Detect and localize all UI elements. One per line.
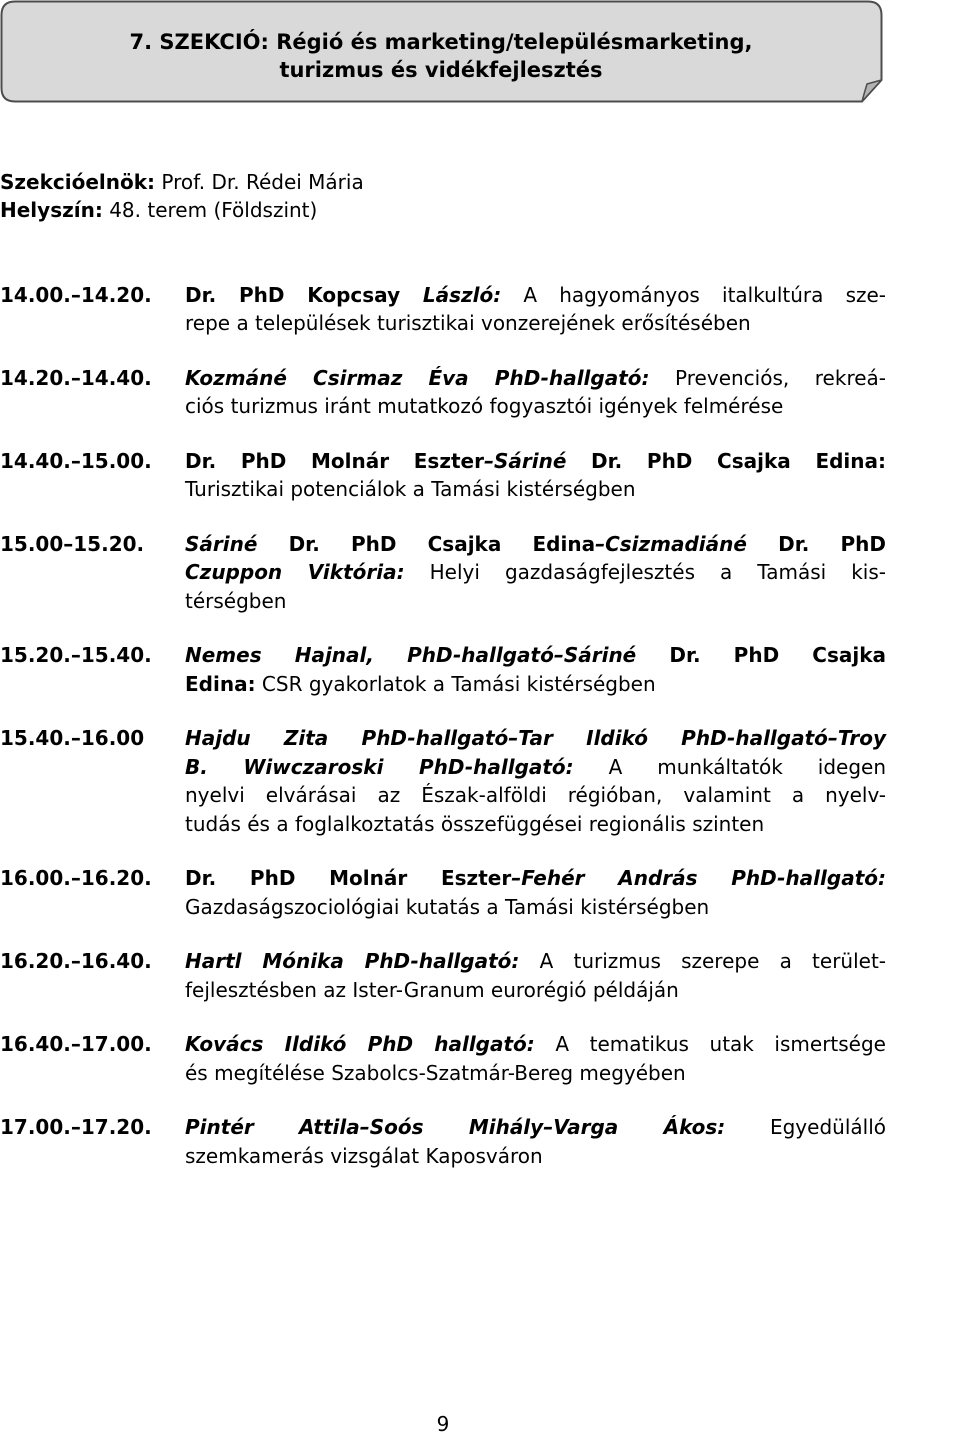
venue-label: Helyszín: (0, 198, 103, 223)
entry-line (185, 893, 886, 921)
speaker-name: Dr. PhD Csajka Edina: (566, 449, 887, 473)
entry-line (185, 364, 886, 392)
program-list (0, 281, 886, 1196)
speaker-name: –Fehér András PhD-hallgató: (511, 866, 887, 891)
entry-line (185, 558, 886, 586)
entry-text (185, 1113, 886, 1170)
program-entry (0, 447, 886, 504)
entry-line (185, 1059, 886, 1087)
speaker-name: Kozmáné Csirmaz Éva PhD-hallgató: (185, 366, 650, 390)
talk-title: Prevenciós, rekreá- (649, 366, 886, 390)
program-entry (0, 530, 886, 615)
entry-text (185, 1030, 886, 1087)
talk-title: szemkamerás vizsgálat Kaposváron (185, 1143, 543, 1168)
venue-value: 48. terem (Földszint) (102, 198, 318, 223)
entry-line (185, 447, 886, 475)
entry-line (185, 810, 886, 838)
speaker-name: Nemes Hajnal, PhD-hallgató–Sáriné (185, 643, 637, 668)
entry-line (185, 530, 886, 558)
program-entry (0, 364, 886, 421)
entry-time: 14.00.–14.20. (0, 283, 152, 307)
entry-line (185, 1142, 886, 1170)
talk-title: és megítélése Szabolcs-Szatmár-Bereg megyében (185, 1060, 686, 1085)
speaker-name: Hartl Mónika PhD-hallgató: (185, 949, 520, 974)
entry-line (185, 392, 886, 420)
section-title-line-2: turizmus és vidékfejlesztés (279, 58, 603, 82)
chair-value: Prof. Dr. Rédei Mária (155, 170, 364, 194)
entry-time: 15.00–15.20. (0, 532, 145, 556)
entry-line (185, 309, 886, 337)
speaker-name: Dr. PhD Csajka Edina (257, 532, 596, 556)
talk-title: térségben (185, 588, 287, 613)
entry-text (185, 947, 886, 1004)
entry-time: 14.40.–15.00. (0, 449, 152, 473)
entry-line (185, 475, 886, 503)
talk-title: A hagyományos italkultúra sze- (501, 283, 887, 307)
speaker-name: Kovács Ildikó PhD hallgató: (185, 1032, 535, 1057)
entry-text (185, 530, 886, 615)
talk-title: repe a települések turisztikai vonzerejének erősítésében (185, 311, 751, 336)
page-number: 9 (436, 1412, 450, 1436)
entry-text (185, 864, 886, 921)
talk-title: tudás és a foglalkoztatás összefüggései regionális szinten (185, 811, 765, 836)
entry-line (185, 1113, 886, 1141)
entry-time: 16.20.–16.40. (0, 949, 152, 974)
talk-title: Gazdaságszociológiai kutatás a Tamási kistérségben (185, 894, 710, 919)
talk-title: Egyedülálló (725, 1115, 886, 1140)
talk-title: A munkáltatók idegen (573, 754, 887, 779)
speaker-name: Dr. PhD (746, 532, 886, 556)
speaker-name: Dr. PhD Molnár Eszter (185, 449, 484, 473)
entry-text (185, 281, 886, 338)
speaker-name: Czuppon Viktória: (185, 560, 405, 585)
talk-title: A tematikus utak ismertsége (534, 1032, 886, 1057)
entry-line (185, 1030, 886, 1058)
entry-line (185, 864, 886, 892)
talk-title: nyelvi elvárásai az Észak-alföldi régióban, valamint a nyelv- (185, 783, 886, 808)
entry-time: 15.40.–16.00 (0, 726, 145, 751)
entry-line (185, 753, 886, 781)
entry-line (185, 670, 886, 698)
entry-line (185, 947, 886, 975)
speaker-name: B. Wiwczaroski PhD-hallgató: (185, 754, 574, 779)
talk-title: fejlesztésben az Ister-Granum eurorégió példáján (185, 977, 679, 1002)
entry-text (185, 364, 886, 421)
entry-text (185, 641, 886, 698)
entry-time: 16.00.–16.20. (0, 866, 152, 891)
entry-line (185, 587, 886, 615)
speaker-name: Edina: (185, 671, 256, 696)
speaker-name: Dr. PhD Molnár Eszter (185, 866, 512, 891)
entry-text (185, 724, 886, 838)
speaker-name: László: (422, 283, 502, 307)
entry-line (185, 976, 886, 1004)
talk-title: Turisztikai potenciálok a Tamási kistérségben (185, 477, 636, 502)
talk-title: ciós turizmus iránt mutatkozó fogyasztói igények felmérése (185, 394, 784, 419)
entry-text (185, 447, 886, 504)
program-entry (0, 281, 886, 338)
speaker-name: –Csizmadiáné (595, 532, 747, 556)
program-entry (0, 947, 886, 1004)
speaker-name: –Sáriné (483, 449, 567, 473)
program-entry (0, 724, 886, 838)
program-entry (0, 864, 886, 921)
entry-time: 15.20.–15.40. (0, 643, 152, 668)
speaker-name: Sáriné (185, 532, 258, 556)
section-title-line-1: 7. SZEKCIÓ: Régió és marketing/településmarketing, (129, 30, 753, 54)
entry-line (185, 281, 886, 309)
chair-line (0, 168, 364, 196)
talk-title: CSR gyakorlatok a Tamási kistérségben (255, 671, 656, 696)
talk-title: Helyi gazdaságfejlesztés a Tamási kis- (404, 560, 886, 585)
speaker-name: Dr. PhD Kopcsay (185, 283, 423, 307)
entry-line (185, 641, 886, 669)
entry-line (185, 724, 886, 752)
speaker-name: Hajdu Zita PhD-hallgató–Tar Ildikó PhD-hallgató–Troy (185, 726, 886, 751)
program-entry (0, 641, 886, 698)
section-header (0, 0, 886, 104)
program-entry (0, 1030, 886, 1087)
speaker-name: Pintér Attila–Soós Mihály–Varga Ákos: (185, 1115, 726, 1140)
chair-label: Szekcióelnök: (0, 170, 156, 194)
section-meta (0, 168, 364, 225)
entry-time: 17.00.–17.20. (0, 1115, 152, 1140)
venue-line (0, 196, 364, 224)
program-entry (0, 1113, 886, 1170)
entry-time: 16.40.–17.00. (0, 1032, 152, 1057)
section-title (0, 28, 882, 84)
entry-time: 14.20.–14.40. (0, 366, 152, 390)
speaker-name: Dr. PhD Csajka (636, 643, 886, 668)
entry-line (185, 781, 886, 809)
talk-title: A turizmus szerepe a terület- (519, 949, 887, 974)
